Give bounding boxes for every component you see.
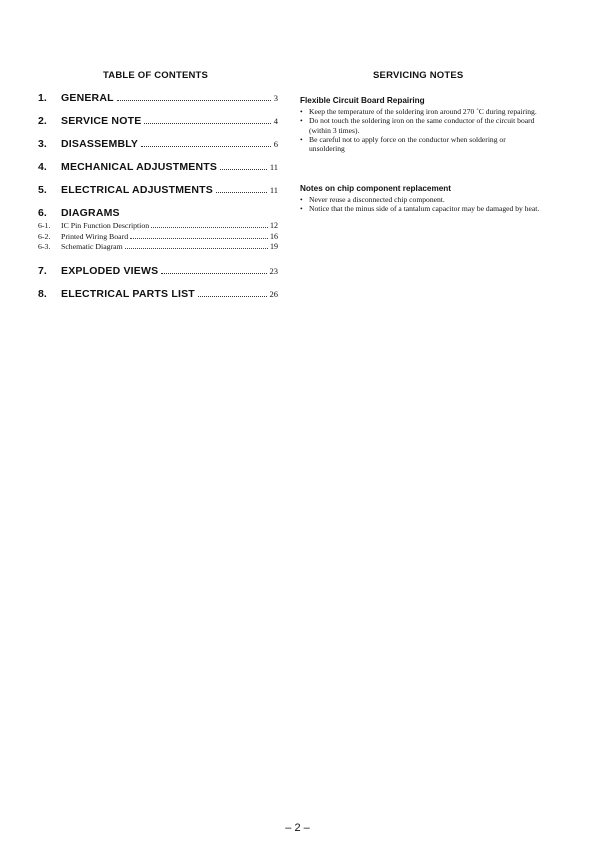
- note-bullet: [300, 204, 542, 213]
- toc-subitem-number: 6-3.: [38, 242, 51, 251]
- toc-item-service-note[interactable]: [38, 115, 278, 129]
- toc-item-electrical-adjustments[interactable]: [38, 184, 278, 198]
- notes-heading: SERVICING NOTES: [373, 70, 464, 81]
- toc-item-page: 23: [269, 265, 278, 276]
- toc-item-title: GENERAL: [61, 92, 114, 104]
- toc-item-number: 1.: [38, 92, 47, 104]
- toc-item-page: 3: [273, 93, 278, 103]
- toc-item-disassembly[interactable]: [38, 138, 278, 152]
- bullet-icon: •: [300, 107, 303, 116]
- toc-subitem-title: Printed Wiring Board: [61, 231, 129, 241]
- note-bullet: [300, 195, 542, 204]
- toc-item-page: 11: [269, 185, 278, 195]
- leader-dots: [141, 145, 271, 147]
- table-of-contents: [38, 92, 278, 302]
- toc-item-number: 7.: [38, 264, 47, 277]
- note-section-title: Notes on chip component replacement: [300, 184, 452, 193]
- toc-subitem-title: IC Pin Function Description: [61, 221, 150, 230]
- leader-dots: [151, 226, 268, 228]
- note-bullet-text: Do not touch the soldering iron on the same conductor of the circuit board (within 3 times).: [309, 116, 535, 135]
- toc-item-title: EXPLODED VIEWS: [61, 264, 159, 277]
- toc-item-diagrams[interactable]: [38, 207, 278, 221]
- note-bullet-text: Keep the temperature of the soldering iron around 270 ˚C during repairing.: [309, 107, 537, 116]
- toc-item-title: DISASSEMBLY: [61, 138, 139, 150]
- toc-item-page: 26: [269, 288, 278, 299]
- toc-item-page: 4: [273, 116, 278, 126]
- bullet-icon: •: [300, 204, 303, 214]
- leader-dots: [130, 237, 268, 239]
- note-bullet-text: Notice that the minus side of a tantalum capacitor may be damaged by heat.: [309, 204, 540, 214]
- note-bullet: [300, 116, 542, 135]
- toc-item-title: DIAGRAMS: [61, 207, 120, 219]
- toc-item-title: ELECTRICAL ADJUSTMENTS: [61, 184, 213, 196]
- leader-dots: [117, 99, 271, 101]
- note-bullet: [300, 135, 542, 154]
- servicing-notes: [300, 96, 542, 153]
- leader-dots: [144, 122, 270, 124]
- leader-dots: [220, 168, 267, 170]
- leader-dots: [125, 247, 268, 249]
- note-section-title: Flexible Circuit Board Repairing: [300, 96, 425, 105]
- note-bullet: [300, 107, 542, 116]
- toc-item-title: ELECTRICAL PARTS LIST: [61, 287, 195, 300]
- servicing-notes-chip: [300, 184, 542, 214]
- toc-item-electrical-parts-list[interactable]: [38, 288, 278, 302]
- toc-item-number: 3.: [38, 138, 47, 150]
- toc-item-number: 2.: [38, 115, 47, 127]
- toc-subitem-page: 16: [270, 231, 278, 241]
- note-bullet-text: Be careful not to apply force on the conductor when soldering or unsoldering: [309, 134, 506, 154]
- leader-dots: [161, 272, 266, 274]
- toc-item-mechanical-adjustments[interactable]: [38, 161, 278, 175]
- leader-dots: [198, 295, 267, 297]
- toc-subitem-schematic-diagram[interactable]: [38, 242, 278, 253]
- toc-subitem-page: 12: [270, 221, 278, 230]
- toc-item-title: SERVICE NOTE: [61, 115, 142, 127]
- toc-item-number: 6.: [38, 207, 47, 219]
- toc-item-general[interactable]: [38, 92, 278, 106]
- toc-subitem-page: 19: [270, 242, 278, 251]
- toc-item-number: 5.: [38, 184, 47, 196]
- toc-subitem-printed-wiring-board[interactable]: [38, 232, 278, 243]
- toc-subitem-number: 6-2.: [38, 231, 51, 241]
- toc-subitem-title: Schematic Diagram: [61, 242, 123, 251]
- toc-item-page: 6: [273, 139, 278, 149]
- toc-item-number: 4.: [38, 161, 47, 173]
- toc-item-page: 11: [269, 162, 278, 172]
- toc-heading: TABLE OF CONTENTS: [103, 70, 209, 81]
- bullet-icon: •: [300, 134, 303, 144]
- toc-item-number: 8.: [38, 287, 47, 300]
- bullet-icon: •: [300, 116, 303, 126]
- note-bullet-text: Never reuse a disconnected chip component.: [309, 195, 445, 204]
- toc-subitem-ic-pin-function[interactable]: [38, 221, 278, 232]
- leader-dots: [216, 191, 267, 193]
- toc-item-title: MECHANICAL ADJUSTMENTS: [61, 161, 218, 173]
- toc-subitem-number: 6-1.: [38, 221, 51, 230]
- toc-item-exploded-views[interactable]: [38, 265, 278, 279]
- page-number: – 2 –: [285, 822, 310, 834]
- bullet-icon: •: [300, 195, 303, 204]
